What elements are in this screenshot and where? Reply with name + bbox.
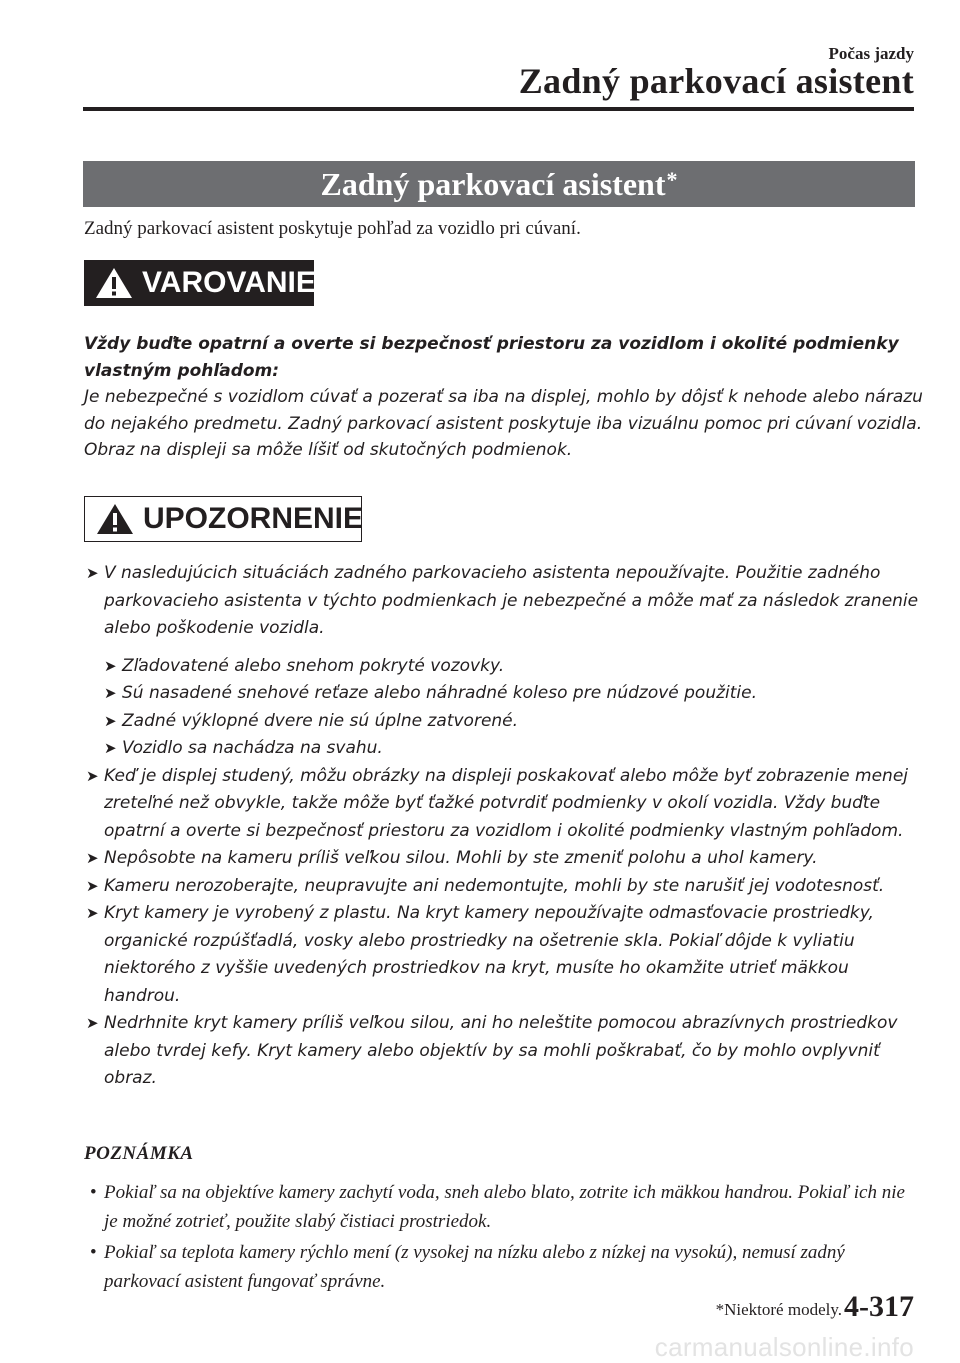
arrow-bullet-icon: ➤ — [86, 1014, 99, 1032]
section-title: Zadný parkovací asistent — [320, 165, 666, 202]
caution-item: ➤ Keď je displej studený, môžu obrázky na displeji poskakovať alebo môže byť zobrazenie menej zreteľné než obvykle, takže môže byť ťažké potvrdiť podmienky v okolí vozidla. Vždy buďte opatrní a overte si bezpečnosť priestoru za vozidlom i okolité podmienky vlastným pohľadom. — [86, 763, 926, 846]
warning-bold-line-2: vlastným pohľadom: — [84, 360, 280, 381]
arrow-bullet-icon: ➤ — [86, 849, 99, 867]
bullet-dot-icon: • — [90, 1182, 97, 1203]
note-list — [86, 1178, 906, 1298]
caution-badge — [84, 496, 362, 542]
arrow-bullet-icon: ➤ — [104, 739, 117, 757]
caution-item: ➤ V nasledujúcich situáciách zadného parkovacieho asistenta nepoužívajte. Použitie zadného parkovacieho asistenta v týchto podmienkach je nebezpečné a môže mať za následok zranenie alebo poškodenie vozidla. — [86, 560, 926, 643]
warning-triangle-icon — [94, 265, 134, 301]
caution-subitem: ➤ Zľadovatené alebo snehom pokryté vozovky. — [86, 653, 926, 681]
intro-text: Zadný parkovací asistent poskytuje pohľad za vozidlo pri cúvaní. — [84, 218, 581, 239]
caution-subitem: ➤ Sú nasadené snehové reťaze alebo náhradné koleso pre núdzové použitie. — [86, 680, 926, 708]
arrow-bullet-icon: ➤ — [86, 564, 99, 582]
caution-item: ➤ Kameru nerozoberajte, neupravujte ani nedemontujte, mohli by ste narušiť jej vodotesnosť. — [86, 873, 926, 901]
arrow-bullet-icon: ➤ — [104, 684, 117, 702]
watermark: carmanualsonline.info — [654, 1332, 914, 1362]
note-item: • Pokiaľ sa teplota kamery rýchlo mení (z vysokej na nízku alebo z nízkej na vysokú), nemusí zadný parkovací asistent fungovať správne. — [86, 1238, 906, 1296]
warning-body — [84, 331, 924, 464]
caution-subitem: ➤ Vozidlo sa nachádza na svahu. — [86, 735, 926, 763]
arrow-bullet-icon: ➤ — [86, 876, 99, 895]
arrow-bullet-icon: ➤ — [86, 904, 99, 922]
bullet-dot-icon: • — [90, 1242, 97, 1263]
caution-item: ➤ Nedrhnite kryt kamery príliš veľkou silou, ani ho neleštite pomocou abrazívnych prostriedkov alebo tvrdej kefy. Kryt kamery alebo objektív by sa mohli poškrabať, čo by mohlo ovplyvniť obraz. — [86, 1010, 926, 1093]
warning-badge — [84, 260, 314, 306]
caution-list — [86, 560, 926, 1093]
caution-item: ➤ Kryt kamery je vyrobený z plastu. Na kryt kamery nepoužívajte odmasťovacie prostriedky, organické rozpúšťadlá, vosky alebo prostriedky na ošetrenie skla. Pokiaľ dôjde k vyliatiu niektorého z vyššie uvedených prostriedkov na kryt, musíte ho okamžite utrieť mäkkou handrou. — [86, 900, 926, 1010]
arrow-bullet-icon: ➤ — [104, 656, 117, 675]
caution-subitem: ➤ Zadné výklopné dvere nie sú úplne zatvorené. — [86, 708, 926, 736]
header-section-label: Počas jazdy — [828, 44, 914, 63]
caution-item: ➤ Nepôsobte na kameru príliš veľkou silou. Mohli by ste zmeniť polohu a uhol kamery. — [86, 845, 926, 873]
warning-bold-line-1: Vždy buďte opatrní a overte si bezpečnosť priestoru za vozidlom i okolité podmienky — [84, 334, 899, 354]
warning-triangle-icon — [95, 501, 135, 537]
page-header-title: Zadný parkovací asistent — [518, 61, 914, 101]
footnote: *Niektoré modely. — [715, 1300, 842, 1319]
caution-label: UPOZORNENIE — [143, 502, 364, 535]
arrow-bullet-icon: ➤ — [104, 711, 117, 730]
warning-text: Je nebezpečné s vozidlom cúvať a pozerať sa iba na displej, mohlo by dôjsť k nehode alebo nárazu do nejakého predmetu. Zadný parkovací asistent poskytuje iba vizuálnu pomoc pri cúvaní vozidla. Obraz na displeji sa môže líšiť od skutočných podmienok. — [84, 387, 923, 460]
arrow-bullet-icon: ➤ — [86, 766, 99, 785]
optional-equipment-marker: * — [666, 167, 678, 192]
note-item: • Pokiaľ sa na objektíve kamery zachytí voda, sneh alebo blato, zotrite ich mäkkou handrou. Pokiaľ ich nie je možné zotrieť, použite slabý čistiaci prostriedok. — [86, 1178, 906, 1236]
note-heading: POZNÁMKA — [84, 1143, 194, 1164]
warning-label: VAROVANIE — [142, 266, 316, 299]
section-title-bar — [83, 161, 915, 207]
header-divider — [83, 107, 914, 111]
page-number: 4-317 — [844, 1290, 914, 1323]
